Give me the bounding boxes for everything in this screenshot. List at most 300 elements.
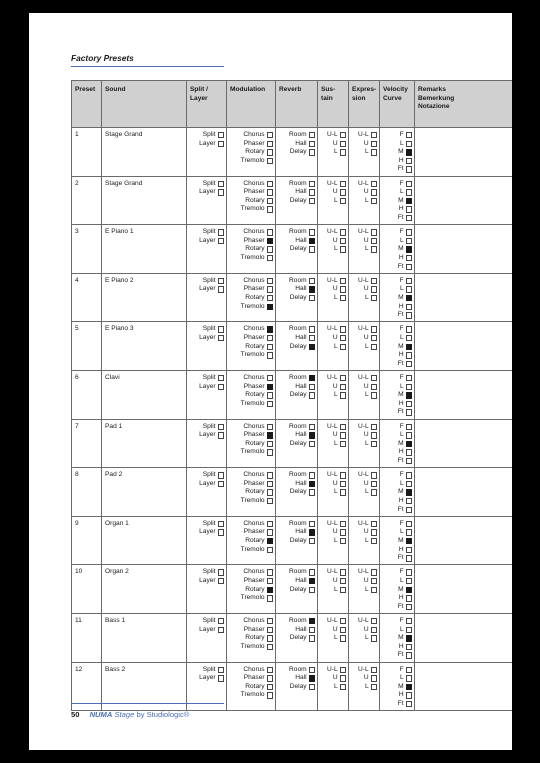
expression-options (349, 613, 380, 662)
reverb-option (279, 294, 315, 303)
expression-checkbox (371, 587, 377, 593)
reverb-checkbox (309, 627, 315, 633)
sustain-option-label: U-L (326, 471, 338, 479)
velocity-options (380, 176, 415, 225)
modulation-option-label: Tremolo (240, 545, 265, 553)
preset-number: 1 (72, 128, 102, 177)
velocity-checkbox (406, 675, 412, 681)
modulation-option (230, 343, 273, 352)
velocity-option (383, 480, 412, 489)
modulation-option (230, 131, 273, 140)
modulation-option (230, 351, 273, 360)
velocity-checkbox (406, 335, 412, 341)
velocity-option (383, 643, 412, 652)
sustain-option-label: U (332, 528, 338, 536)
reverb-option (279, 334, 315, 343)
expression-option-label: L (364, 585, 369, 593)
modulation-options (227, 419, 276, 468)
modulation-option-label: Chorus (243, 471, 265, 479)
reverb-option-label: Room (289, 228, 307, 236)
sustain-option (321, 197, 346, 206)
reverb-checkbox (309, 587, 315, 593)
reverb-checkbox (309, 441, 315, 447)
modulation-checkbox (267, 278, 273, 284)
split-option-label: Split (202, 616, 216, 624)
modulation-option (230, 431, 273, 440)
velocity-option-label: L (399, 139, 404, 147)
sustain-option (321, 294, 346, 303)
sustain-checkbox (340, 238, 346, 244)
velocity-option-label: F (399, 519, 404, 527)
velocity-options (380, 225, 415, 274)
modulation-checkbox (267, 181, 273, 187)
reverb-options (276, 468, 318, 517)
expression-checkbox (371, 149, 377, 155)
expression-option-label: U (363, 431, 369, 439)
sustain-option (321, 617, 346, 626)
modulation-option-label: Tremolo (240, 156, 265, 164)
velocity-option (383, 205, 412, 214)
sustain-option (321, 431, 346, 440)
split-option (190, 140, 224, 149)
split-option-label: Layer (199, 528, 216, 536)
remarks-cell (415, 128, 513, 177)
velocity-checkbox (406, 255, 412, 261)
table-row (72, 370, 513, 419)
reverb-option (279, 528, 315, 537)
modulation-option-label: Tremolo (240, 642, 265, 650)
sustain-checkbox (340, 295, 346, 301)
col-reverb-header: Reverb (276, 81, 318, 128)
split-options (187, 419, 227, 468)
split-checkbox (218, 375, 224, 381)
split-option (190, 480, 224, 489)
velocity-checkbox (406, 529, 412, 535)
expression-option (352, 180, 377, 189)
remarks-cell (415, 516, 513, 565)
velocity-options (380, 419, 415, 468)
modulation-option (230, 520, 273, 529)
brand-name: NUMA (89, 710, 113, 719)
reverb-option-label: Hall (295, 479, 307, 487)
modulation-checkbox (267, 229, 273, 235)
velocity-option-label: M (398, 585, 404, 593)
modulation-option-label: Tremolo (240, 399, 265, 407)
reverb-option-label: Room (289, 131, 307, 139)
velocity-option-label: H (398, 448, 404, 456)
remarks-cell (415, 176, 513, 225)
sustain-option-label: U-L (326, 179, 338, 187)
reverb-checkbox (309, 538, 315, 544)
split-option-label: Layer (199, 236, 216, 244)
velocity-options (380, 662, 415, 711)
reverb-checkbox (309, 375, 315, 381)
velocity-option (383, 488, 412, 497)
split-option (190, 626, 224, 635)
sustain-options (318, 128, 349, 177)
sustain-checkbox (340, 618, 346, 624)
preset-number: 7 (72, 419, 102, 468)
modulation-checkbox (267, 189, 273, 195)
sustain-checkbox (340, 538, 346, 544)
expression-checkbox (371, 286, 377, 292)
reverb-checkbox (309, 569, 315, 575)
modulation-options (227, 176, 276, 225)
modulation-options (227, 225, 276, 274)
modulation-checkbox (267, 489, 273, 495)
expression-options (349, 565, 380, 614)
sustain-options (318, 468, 349, 517)
velocity-option (383, 383, 412, 392)
sustain-option-label: L (333, 439, 338, 447)
split-option (190, 228, 224, 237)
modulation-options (227, 516, 276, 565)
expression-option-label: U (363, 236, 369, 244)
sustain-option-label: U-L (326, 276, 338, 284)
split-checkbox (218, 432, 224, 438)
col-sustain-header: Sus- tain (318, 81, 349, 128)
velocity-option-label: F (399, 616, 404, 624)
split-options (187, 565, 227, 614)
sound-name: Bass 2 (102, 662, 187, 711)
expression-option-label: U-L (357, 374, 369, 382)
modulation-option (230, 634, 273, 643)
reverb-options (276, 273, 318, 322)
velocity-option-label: Ft (397, 359, 404, 367)
sustain-option (321, 537, 346, 546)
modulation-option-label: Rotary (245, 196, 265, 204)
expression-checkbox (371, 384, 377, 390)
modulation-option-label: Phaser (243, 528, 265, 536)
velocity-checkbox (406, 229, 412, 235)
velocity-option (383, 254, 412, 263)
split-options (187, 273, 227, 322)
sustain-checkbox (340, 667, 346, 673)
col-sound-header: Sound (102, 81, 187, 128)
velocity-option (383, 448, 412, 457)
expression-option (352, 431, 377, 440)
split-option-label: Split (202, 665, 216, 673)
reverb-checkbox (309, 198, 315, 204)
sustain-option-label: U-L (326, 228, 338, 236)
split-option-label: Split (202, 179, 216, 187)
split-checkbox (218, 481, 224, 487)
expression-option-label: U-L (357, 665, 369, 673)
section-title: Factory Presets (71, 53, 134, 63)
velocity-checkbox (406, 521, 412, 527)
modulation-checkbox (267, 569, 273, 575)
velocity-option-label: H (398, 691, 404, 699)
sustain-checkbox (340, 587, 346, 593)
sustain-checkbox (340, 335, 346, 341)
expression-checkbox (371, 295, 377, 301)
split-option-label: Split (202, 471, 216, 479)
velocity-option-label: H (398, 156, 404, 164)
velocity-checkbox (406, 432, 412, 438)
velocity-option (383, 400, 412, 409)
velocity-option-label: H (398, 496, 404, 504)
reverb-option (279, 140, 315, 149)
sustain-option (321, 334, 346, 343)
sustain-option (321, 391, 346, 400)
modulation-option-label: Rotary (245, 682, 265, 690)
modulation-options (227, 565, 276, 614)
velocity-option (383, 303, 412, 312)
velocity-option (383, 131, 412, 140)
velocity-option (383, 140, 412, 149)
modulation-checkbox (267, 432, 273, 438)
split-checkbox (218, 529, 224, 535)
velocity-checkbox (406, 481, 412, 487)
velocity-option-label: L (399, 334, 404, 342)
velocity-option-label: L (399, 236, 404, 244)
reverb-option (279, 285, 315, 294)
velocity-option-label: F (399, 228, 404, 236)
col-modulation-header: Modulation (227, 81, 276, 128)
preset-number: 2 (72, 176, 102, 225)
velocity-option (383, 374, 412, 383)
velocity-option-label: M (398, 536, 404, 544)
preset-number: 11 (72, 613, 102, 662)
modulation-option (230, 180, 273, 189)
velocity-checkbox (406, 578, 412, 584)
velocity-checkbox (406, 627, 412, 633)
modulation-checkbox (267, 627, 273, 633)
modulation-option (230, 448, 273, 457)
sustain-checkbox (340, 424, 346, 430)
reverb-option (279, 683, 315, 692)
split-checkbox (218, 238, 224, 244)
expression-checkbox (371, 246, 377, 252)
expression-option (352, 245, 377, 254)
reverb-checkbox (309, 229, 315, 235)
expression-options (349, 128, 380, 177)
velocity-option-label: Ft (397, 602, 404, 610)
modulation-option-label: Tremolo (240, 254, 265, 262)
sustain-option (321, 180, 346, 189)
modulation-option-label: Chorus (243, 568, 265, 576)
velocity-option (383, 528, 412, 537)
modulation-option (230, 294, 273, 303)
modulation-option (230, 586, 273, 595)
sound-name: E Piano 3 (102, 322, 187, 371)
split-option (190, 277, 224, 286)
velocity-checkbox (406, 507, 412, 513)
expression-option-label: L (364, 148, 369, 156)
expression-option (352, 577, 377, 586)
split-option-label: Layer (199, 431, 216, 439)
reverb-options (276, 225, 318, 274)
reverb-option-label: Hall (295, 431, 307, 439)
expression-checkbox (371, 181, 377, 187)
velocity-options (380, 468, 415, 517)
col-velocity-header: Velocity Curve (380, 81, 415, 128)
split-option-label: Layer (199, 576, 216, 584)
page-number: 50 (71, 710, 80, 719)
sustain-option-label: U (332, 236, 338, 244)
sustain-option-label: U-L (326, 616, 338, 624)
modulation-checkbox (267, 578, 273, 584)
modulation-option (230, 537, 273, 546)
expression-option (352, 237, 377, 246)
reverb-options (276, 128, 318, 177)
modulation-option-label: Chorus (243, 131, 265, 139)
reverb-option (279, 237, 315, 246)
sustain-option (321, 285, 346, 294)
reverb-option-label: Room (289, 519, 307, 527)
sustain-option (321, 188, 346, 197)
preset-number: 12 (72, 662, 102, 711)
velocity-checkbox (406, 189, 412, 195)
modulation-option (230, 683, 273, 692)
expression-checkbox (371, 278, 377, 284)
velocity-option (383, 537, 412, 546)
sustain-checkbox (340, 635, 346, 641)
sustain-option-label: U-L (326, 519, 338, 527)
split-option (190, 568, 224, 577)
velocity-checkbox (406, 547, 412, 553)
sustain-options (318, 322, 349, 371)
modulation-checkbox (267, 352, 273, 358)
velocity-option-label: Ft (397, 165, 404, 173)
expression-checkbox (371, 635, 377, 641)
expression-checkbox (371, 618, 377, 624)
split-option-label: Split (202, 422, 216, 430)
split-option (190, 423, 224, 432)
remarks-cell (415, 613, 513, 662)
reverb-checkbox (309, 618, 315, 624)
velocity-option (383, 431, 412, 440)
expression-options (349, 516, 380, 565)
modulation-checkbox (267, 158, 273, 164)
split-option-label: Layer (199, 285, 216, 293)
expression-option (352, 586, 377, 595)
reverb-option (279, 180, 315, 189)
reverb-option (279, 568, 315, 577)
expression-checkbox (371, 627, 377, 633)
velocity-options (380, 322, 415, 371)
velocity-option-label: Ft (397, 456, 404, 464)
reverb-option-label: Room (289, 616, 307, 624)
modulation-option-label: Phaser (243, 236, 265, 244)
modulation-checkbox (267, 635, 273, 641)
expression-checkbox (371, 489, 377, 495)
velocity-option (383, 237, 412, 246)
expression-checkbox (371, 441, 377, 447)
split-checkbox (218, 569, 224, 575)
modulation-checkbox (267, 344, 273, 350)
velocity-option-label: F (399, 374, 404, 382)
reverb-option-label: Room (289, 665, 307, 673)
velocity-checkbox (406, 166, 412, 172)
preset-number: 9 (72, 516, 102, 565)
modulation-option (230, 303, 273, 312)
sustain-option (321, 528, 346, 537)
table-header-row (72, 81, 513, 128)
velocity-option (383, 457, 412, 466)
sustain-option-label: U (332, 382, 338, 390)
reverb-checkbox (309, 344, 315, 350)
table-row (72, 419, 513, 468)
sustain-checkbox (340, 627, 346, 633)
reverb-options (276, 370, 318, 419)
velocity-options (380, 516, 415, 565)
modulation-checkbox (267, 375, 273, 381)
expression-checkbox (371, 432, 377, 438)
modulation-option-label: Chorus (243, 228, 265, 236)
velocity-option-label: L (399, 576, 404, 584)
expression-option (352, 140, 377, 149)
velocity-option-label: F (399, 422, 404, 430)
velocity-checkbox (406, 198, 412, 204)
reverb-option-label: Hall (295, 188, 307, 196)
reverb-option (279, 674, 315, 683)
reverb-option-label: Delay (289, 196, 307, 204)
sustain-checkbox (340, 132, 346, 138)
sustain-checkbox (340, 181, 346, 187)
expression-option-label: L (364, 488, 369, 496)
sustain-checkbox (340, 489, 346, 495)
modulation-checkbox (267, 238, 273, 244)
velocity-option-label: F (399, 665, 404, 673)
expression-checkbox (371, 238, 377, 244)
split-checkbox (218, 278, 224, 284)
reverb-option (279, 471, 315, 480)
expression-option-label: U (363, 334, 369, 342)
modulation-option-label: Chorus (243, 374, 265, 382)
manufacturer-credit: by Studiologic® (136, 710, 190, 719)
velocity-option (383, 634, 412, 643)
expression-option-label: L (364, 439, 369, 447)
velocity-option-label: M (398, 148, 404, 156)
velocity-option-label: L (399, 285, 404, 293)
expression-checkbox (371, 229, 377, 235)
sustain-checkbox (340, 246, 346, 252)
modulation-option-label: Chorus (243, 276, 265, 284)
sustain-option-label: U (332, 479, 338, 487)
velocity-checkbox (406, 618, 412, 624)
sustain-checkbox (340, 278, 346, 284)
sustain-options (318, 273, 349, 322)
modulation-option (230, 285, 273, 294)
expression-checkbox (371, 569, 377, 575)
reverb-checkbox (309, 246, 315, 252)
reverb-option-label: Delay (289, 488, 307, 496)
sustain-checkbox (340, 375, 346, 381)
expression-checkbox (371, 472, 377, 478)
velocity-checkbox (406, 538, 412, 544)
velocity-option-label: M (398, 634, 404, 642)
expression-option (352, 471, 377, 480)
sustain-option (321, 577, 346, 586)
sustain-option (321, 237, 346, 246)
modulation-option-label: Tremolo (240, 302, 265, 310)
modulation-checkbox (267, 286, 273, 292)
reverb-checkbox (309, 667, 315, 673)
expression-option-label: U-L (357, 179, 369, 187)
split-option (190, 188, 224, 197)
sustain-checkbox (340, 521, 346, 527)
reverb-option (279, 577, 315, 586)
expression-option-label: U-L (357, 228, 369, 236)
modulation-checkbox (267, 547, 273, 553)
modulation-option (230, 228, 273, 237)
split-checkbox (218, 667, 224, 673)
reverb-option-label: Hall (295, 236, 307, 244)
reverb-option (279, 148, 315, 157)
split-option-label: Layer (199, 479, 216, 487)
velocity-checkbox (406, 286, 412, 292)
